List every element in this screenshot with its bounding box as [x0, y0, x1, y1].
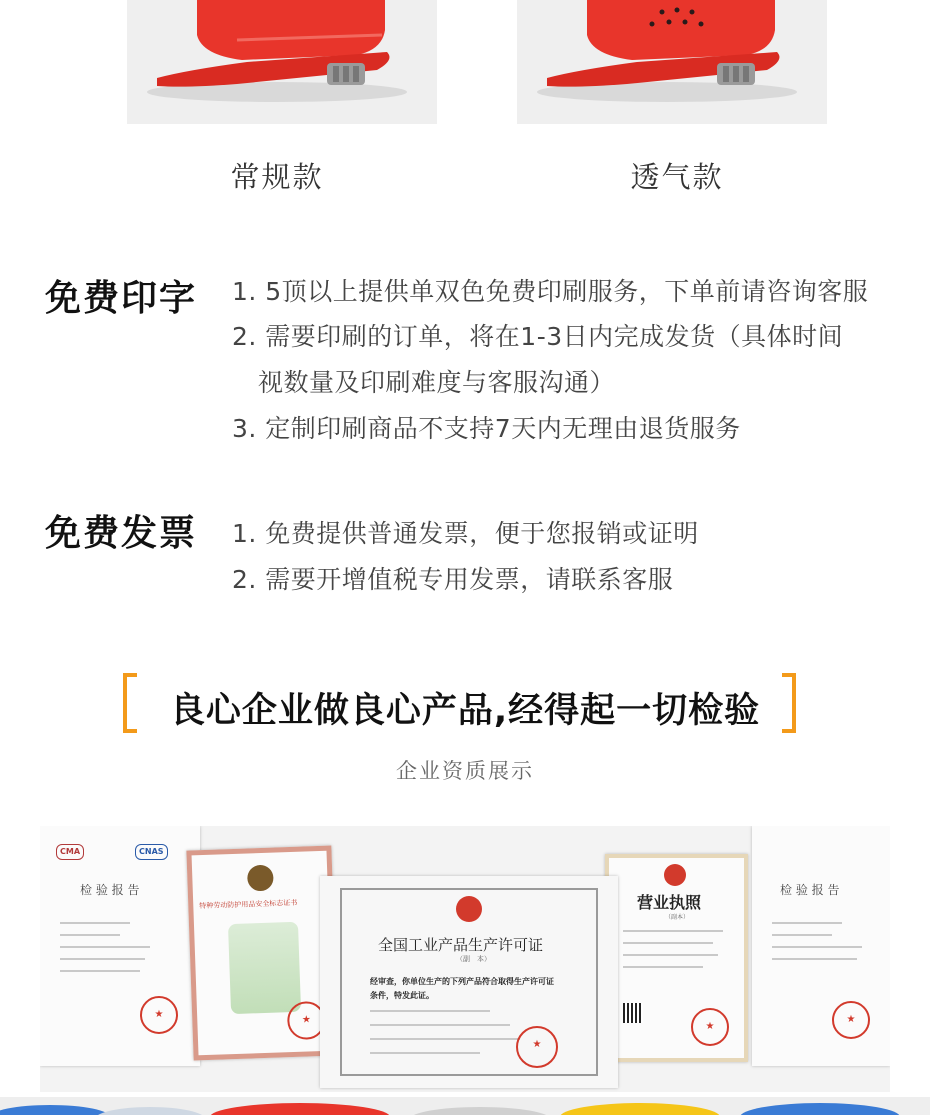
business-license-title: 营业执照 — [637, 893, 702, 912]
production-license-body-2: 条件，特发此证。 — [370, 991, 434, 1000]
qr-code-icon — [623, 1003, 643, 1023]
cma-badge: CMA — [56, 844, 84, 860]
slogan-bracket-right — [778, 673, 796, 733]
slogan-title: 良心企业做良心产品,经得起一切检验 — [169, 691, 761, 731]
free-print-line-3: 视数量及印刷难度与客服沟通） — [258, 368, 616, 397]
production-license-sub: （副 本） — [456, 955, 491, 963]
national-emblem-icon — [664, 864, 686, 886]
safety-stamp: ★ — [287, 1001, 326, 1040]
helmet-color-strip — [0, 1097, 930, 1115]
safety-mark-title: 特种劳动防护用品安全标志证书 — [199, 898, 298, 911]
report-stamp-left: ★ — [140, 996, 178, 1034]
test-report-left — [40, 826, 200, 1066]
slogan-bracket-left — [123, 673, 141, 733]
safety-mark-certificate — [186, 846, 338, 1061]
variant-label-vented: 透气款 — [630, 160, 724, 194]
test-report-right — [752, 826, 890, 1066]
report-stamp-right: ★ — [832, 1001, 870, 1039]
production-license-body-1: 经审查，你单位生产的下列产品符合取得生产许可证 — [370, 977, 554, 986]
free-print-title: 免费印字 — [45, 278, 198, 319]
business-license — [605, 854, 748, 1062]
license-stamp: ★ — [691, 1008, 729, 1046]
free-invoice-title: 免费发票 — [45, 513, 198, 554]
helmet-image-regular — [127, 0, 437, 124]
free-print-line-2: 2. 需要印刷的订单，将在1-3日内完成发货（具体时间 — [232, 322, 844, 351]
cnas-badge: CNAS — [135, 844, 168, 860]
variant-label-regular: 常规款 — [230, 160, 324, 194]
business-license-sub: （副本） — [665, 914, 690, 921]
helmet-image-vented — [517, 0, 827, 124]
report-title-right: 检 验 报 告 — [780, 883, 840, 897]
free-invoice-line-1: 1. 免费提供普通发票，便于您报销或证明 — [232, 519, 699, 548]
report-title-left: 检 验 报 告 — [80, 883, 140, 897]
emblem-icon — [247, 865, 274, 892]
slogan-subtitle: 企业资质展示 — [396, 759, 534, 783]
free-invoice-line-2: 2. 需要开增值税专用发票，请联系客服 — [232, 565, 674, 594]
certificate-gallery — [40, 826, 890, 1092]
production-license-stamp: ★ — [516, 1026, 558, 1068]
shield-watermark-icon — [228, 922, 301, 1014]
free-print-line-4: 3. 定制印刷商品不支持7天内无理由退货服务 — [232, 414, 741, 443]
production-license-title: 全国工业产品生产许可证 — [378, 936, 544, 954]
free-print-line-1: 1. 5顶以上提供单双色免费印刷服务，下单前请咨询客服 — [232, 277, 869, 306]
production-license — [320, 876, 618, 1088]
national-emblem-icon — [456, 896, 482, 922]
